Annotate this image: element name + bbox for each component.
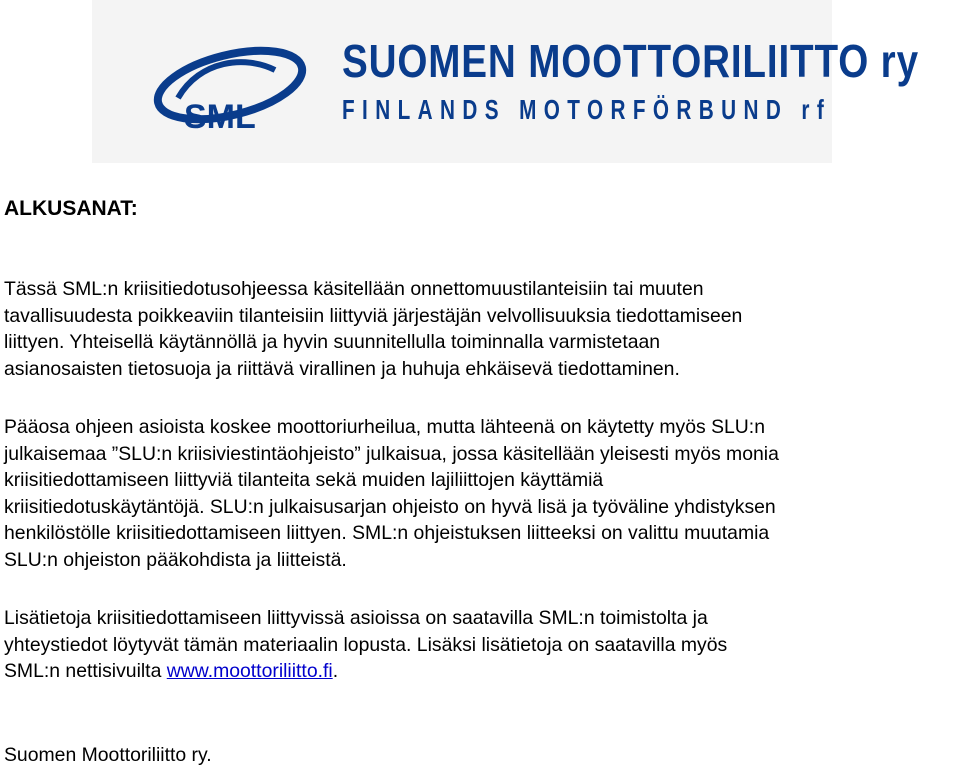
paragraph-line: Lisätietoja kriisitiedottamiseen liittyvissä asioissa on saatavilla SML:n toimistolta ja — [4, 607, 708, 629]
paragraph-line: SLU:n ohjeiston pääkohdista ja liitteistä. — [4, 548, 347, 571]
sml-emblem-icon — [150, 40, 310, 130]
page-heading: ALKUSANAT: — [4, 197, 138, 220]
paragraph-line: liittyen. Yhteisellä käytännöllä ja hyvin suunnitellulla toiminnalla varmistetaan — [4, 331, 661, 353]
logo-banner — [92, 0, 919, 163]
intro-paragraph — [4, 276, 959, 382]
info-paragraph — [4, 605, 959, 685]
website-link[interactable]: www.moottoriliitto.fi — [166, 660, 333, 682]
logo-subtitle: FINLANDS MOTORFÖRBUND rf — [342, 94, 832, 125]
paragraph-line: julkaisemaa ”SLU:n kriisiviestintäohjeisto” julkaisua, jossa käsitellään yleisesti myös monia — [4, 442, 779, 465]
main-paragraph — [4, 414, 959, 573]
paragraph-line-with-link — [4, 658, 959, 685]
paragraph-line: asianosaisten tietosuoja ja riittävä virallinen ja huhuja ehkäisevä tiedottaminen. — [4, 357, 680, 380]
logo-title: SUOMEN MOOTTORILIITTO ry — [342, 35, 919, 87]
emblem-text: SML — [184, 98, 256, 130]
signature: Suomen Moottoriliitto ry. — [4, 744, 212, 766]
link-prefix: SML:n nettisivuilta — [4, 660, 167, 682]
paragraph-line: Pääosa ohjeen asioista koskee moottoriurheilua, mutta lähteenä on käytetty myös SLU:n — [4, 416, 765, 438]
paragraph-line: henkilöstölle kriisitiedottamiseen liittyen. SML:n ohjeistuksen liitteeksi on valittu muutamia — [4, 522, 770, 544]
paragraph-line: yhteystiedot löytyvät tämän materiaalin lopusta. Lisäksi lisätietoja on saatavilla myös — [4, 633, 728, 656]
paragraph-line: Tässä SML:n kriisitiedotusohjeessa käsitellään onnettomuustilanteisiin tai muuten — [4, 278, 704, 300]
paragraph-line: kriisitiedotuskäytäntöjä. SLU:n julkaisusarjan ohjeisto on hyvä lisä ja työväline yhdistyksen — [4, 495, 776, 518]
paragraph-line: tavallisuudesta poikkeaviin tilanteisiin liittyviä järjestäjän velvollisuuksia tiedottamiseen — [4, 304, 743, 327]
link-suffix: . — [332, 660, 339, 682]
paragraph-line: kriisitiedottamiseen liittyviä tilanteita sekä muiden lajiliittojen käyttämiä — [4, 469, 604, 491]
